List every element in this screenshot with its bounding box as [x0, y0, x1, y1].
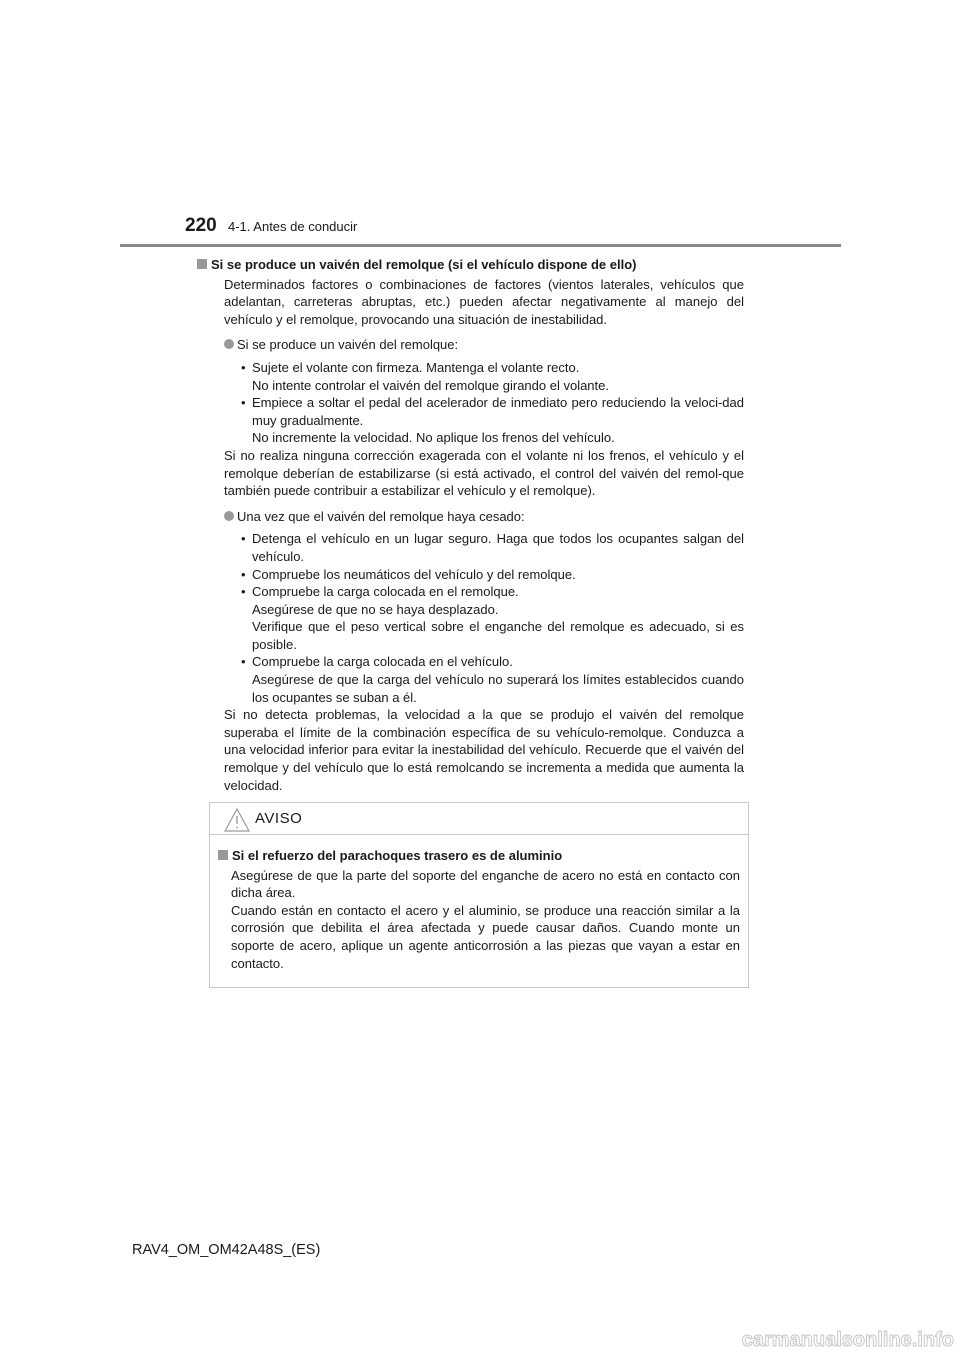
round-bullet-icon	[224, 339, 234, 349]
sub-item-continuation: Asegúrese de que no se haya desplazado.	[252, 601, 499, 617]
round-bullet-icon	[224, 511, 234, 521]
square-bullet-icon	[218, 850, 228, 860]
watermark-text: carmanualsonline.info	[741, 1329, 954, 1351]
after-paragraph: Si no detecta problemas, la velocidad a la que se produjo el vaivén del remolque superaba el límite de la combinación específica de su vehículo-remolque. Conduzca a una velocidad inferior para evitar la inestabilidad del vehículo. Recuerde que el vaivén del remolque y del vehículo que lo está remolcando se incrementa a medida que aumenta la velocidad.	[224, 707, 744, 793]
bullet-item: Si se produce un vaivén del remolque:	[211, 336, 744, 354]
page-number: 220	[185, 215, 217, 236]
warning-header	[210, 803, 748, 835]
sub-item-continuation: Asegúrese de que la carga del vehículo no superará los límites establecidos cuando los ocupantes se suban a él.	[252, 672, 744, 705]
bullet-item: Una vez que el vaivén del remolque haya cesado:	[211, 508, 744, 526]
sub-item-continuation: Verifique que el peso vertical sobre el enganche del remolque es adecuado, si es posible.	[252, 619, 744, 652]
main-content	[211, 256, 744, 794]
watermark	[720, 1326, 956, 1352]
section-title: 4-1. Antes de conducir	[228, 219, 358, 234]
warning-paragraph: Cuando están en contacto el acero y el aluminio, se produce una reacción similar a la corrosión que debilita el área afectada y puede causar daños. Cuando monte un soporte de acero, aplique un agente anticorrosión a las piezas que vayan a estar en contacto.	[231, 902, 740, 971]
sub-item: • Compruebe los neumáticos del vehículo y del remolque.	[241, 566, 576, 582]
footer-code: RAV4_OM_OM42A48S_(ES)	[132, 1242, 321, 1258]
warning-heading: Si el refuerzo del parachoques trasero es de aluminio	[218, 847, 740, 865]
header-divider	[120, 244, 841, 247]
square-bullet-icon	[197, 259, 207, 269]
section-heading: Si se produce un vaivén del remolque (si el vehículo dispone de ello)	[197, 256, 744, 274]
warning-box	[209, 802, 749, 988]
warning-triangle-icon	[224, 808, 250, 832]
warning-body	[218, 847, 740, 972]
sub-item: • Compruebe la carga colocada en el vehículo.	[241, 654, 513, 670]
warning-title: AVISO	[255, 810, 303, 827]
warning-paragraph: Asegúrese de que la parte del soporte del enganche de acero no está en contacto con dicha área.	[231, 867, 740, 901]
sub-item: • Compruebe la carga colocada en el remolque.	[241, 584, 519, 600]
sub-item: • Sujete el volante con firmeza. Mantenga el volante recto.	[241, 359, 580, 375]
sub-item: • Empiece a soltar el pedal del acelerador de inmediato pero reduciendo la veloci-dad muy gradualmente.	[241, 395, 744, 428]
sub-item-continuation: No intente controlar el vaivén del remolque girando el volante.	[252, 377, 609, 393]
sub-item: • Detenga el vehículo en un lugar seguro. Haga que todos los ocupantes salgan del vehículo.	[241, 531, 744, 564]
intro-paragraph: Determinados factores o combinaciones de factores (vientos laterales, vehículos que adelantan, carreteras abruptas, etc.) pueden afectar negativamente al manejo del vehículo y el remolque, provocando una situación de inestabilidad.	[224, 276, 744, 327]
after-paragraph: Si no realiza ninguna corrección exagerada con el volante ni los frenos, el vehículo y el remolque deberían de estabilizarse (si está activado, el control del vaivén del remol-que también puede contribuir a estabilizar el vehículo y el remolque).	[224, 447, 744, 499]
sub-item-continuation: No incremente la velocidad. No aplique los frenos del vehículo.	[252, 430, 615, 446]
